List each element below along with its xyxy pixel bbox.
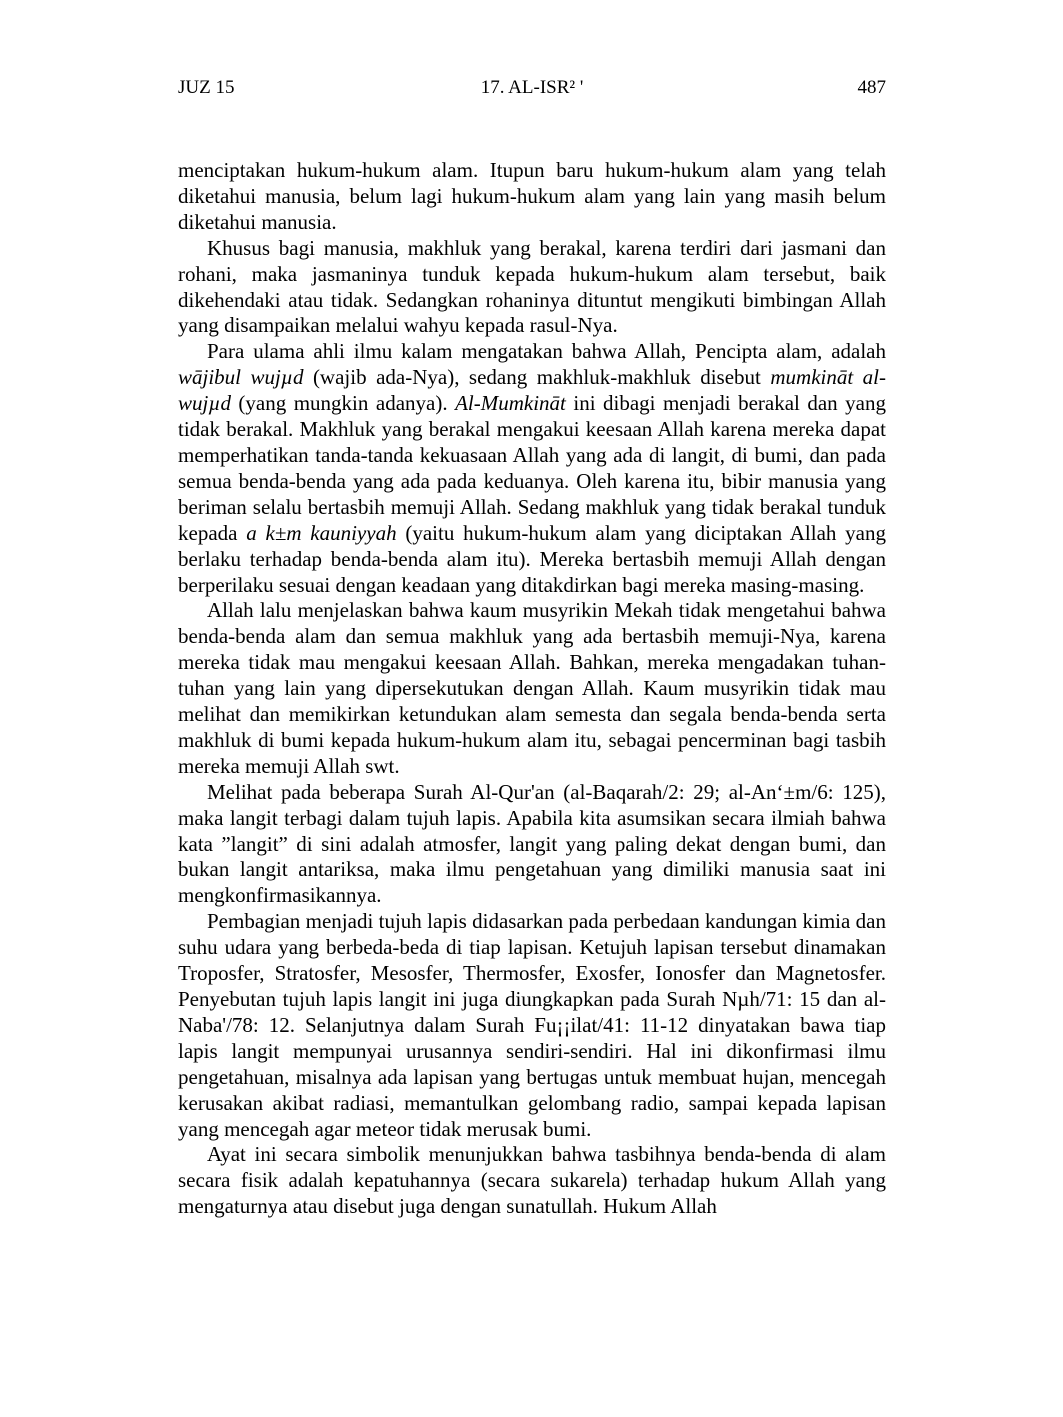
text-run: (wajib ada-Nya), sedang makhluk-makhluk disebut (303, 365, 771, 390)
text-run: Khusus bagi manusia, makhluk yang berakal, karena terdiri dari jasmani dan rohani, maka jasmaninya tunduk kepada hukum-hukum alam tersebut, baik dikehendaki atau tidak. Sedangkan rohaninya dituntut mengikuti bimbingan Allah yang disampaikan melalui wahyu kepada rasul-Nya. (178, 235, 886, 338)
text-run: Para ulama ahli ilmu kalam mengatakan bahwa Allah, Pencipta alam, adalah (207, 339, 886, 364)
body-text (178, 158, 886, 1220)
paragraph (178, 158, 886, 236)
italic-term: mumkināt al-wujµd (178, 365, 886, 416)
text-run: Ayat ini secara simbolik menunjukkan bahwa tasbihnya benda-benda di alam secara fisik adalah kepatuhannya (secara sukarela) terhadap hukum Allah yang mengaturnya atau disebut juga dengan sunatullah. Hukum Allah (178, 1142, 886, 1219)
text-run: Pembagian menjadi tujuh lapis didasarkan pada perbedaan kandungan kimia dan suhu udara yang berbeda-beda di tiap lapisan. Ketujuh lapisan tersebut dinamakan Troposfer, Stratosfer, Mesosfer, Thermosfer, Exosfer, Ionosfer dan Magnetosfer. Penyebutan tujuh lapis langit ini juga diungkapkan pada Surah Nµh/71: 15 dan al- Naba'/78: 12. Selanjutnya dalam Surah Fu¡¡ilat/41: 11-12 dinyatakan bawa tiap lapis langit mempunyai urusannya sendiri-sendiri. Hal ini dikonfirmasi ilmu pengetahuan, misalnya ada lapisan yang bertugas untuk membuat hujan, mencegah kerusakan akibat radiasi, memantulkan gelombang radio, sampai kepada lapisan yang mencegah agar meteor tidak merusak bumi. (178, 909, 886, 1141)
paragraph (178, 598, 886, 779)
paragraph (178, 236, 886, 340)
paragraph (178, 780, 886, 910)
text-run: ini dibagi menjadi berakal dan yang tidak berakal. Makhluk yang berakal mengakui keesaan Allah karena mereka dapat memperhatikan tanda-tanda kekuasaan Allah yang ada di langit, di bumi, dan pada semua benda-benda yang ada pada keduanya. Oleh karena itu, bibir manusia yang beriman selalu bertasbih memuji Allah. Sedang makhluk yang tidak berakal tunduk kepada (178, 391, 886, 545)
italic-term: wājibul wujµd (178, 365, 304, 390)
text-run: Melihat pada beberapa Surah Al-Qur'an (al-Baqarah/2: 29; al-An‘±m/6: 125), maka langit terbagi dalam tujuh lapis. Apabila kita asumsikan secara ilmiah bahwa kata ”langit” di sini adalah atmosfer, langit yang paling dekat dengan bumi, dan bukan langit antariksa, maka ilmu pengetahuan yang dimiliki manusia saat ini mengkonfirmasikannya. (178, 779, 886, 908)
juz-label: JUZ 15 (178, 77, 235, 98)
page-number: 487 (857, 77, 886, 98)
text-run: (yaitu hukum-hukum alam yang diciptakan Allah yang berlaku terhadap benda-benda alam itu). Mereka bertasbih memuji Allah dengan berperilaku sesuai dengan keadaan yang ditakdirkan bagi mereka masing-masing. (178, 520, 886, 597)
text-run: (yang mungkin adanya). (230, 391, 456, 416)
text-run: Allah lalu menjelaskan bahwa kaum musyrikin Mekah tidak mengetahui bahwa benda-benda alam dan semua makhluk yang ada bertasbih memuji-Nya, karena mereka tidak mau mengakui keesaan Allah. Bahkan, mereka mengadakan tuhan-tuhan yang lain yang dipersekutukan dengan Allah. Kaum musyrikin tidak mau melihat dan memikirkan ketundukan alam semesta dan segala benda-benda serta makhluk di bumi kepada hukum-hukum alam itu, sebagai pencerminan bagi tasbih mereka memuji Allah swt. (178, 598, 886, 778)
surah-title: 17. AL-ISR² ' (480, 77, 584, 98)
running-header (178, 76, 886, 100)
paragraph (178, 1142, 886, 1220)
italic-term: a k±m kauniyyah (246, 520, 397, 545)
paragraph (178, 909, 886, 1142)
paragraph (178, 339, 886, 598)
text-run: menciptakan hukum-hukum alam. Itupun baru hukum-hukum alam yang telah diketahui manusia, belum lagi hukum-hukum alam yang lain yang masih belum diketahui manusia. (178, 158, 886, 234)
italic-term: Al-Mumkināt (455, 391, 566, 416)
